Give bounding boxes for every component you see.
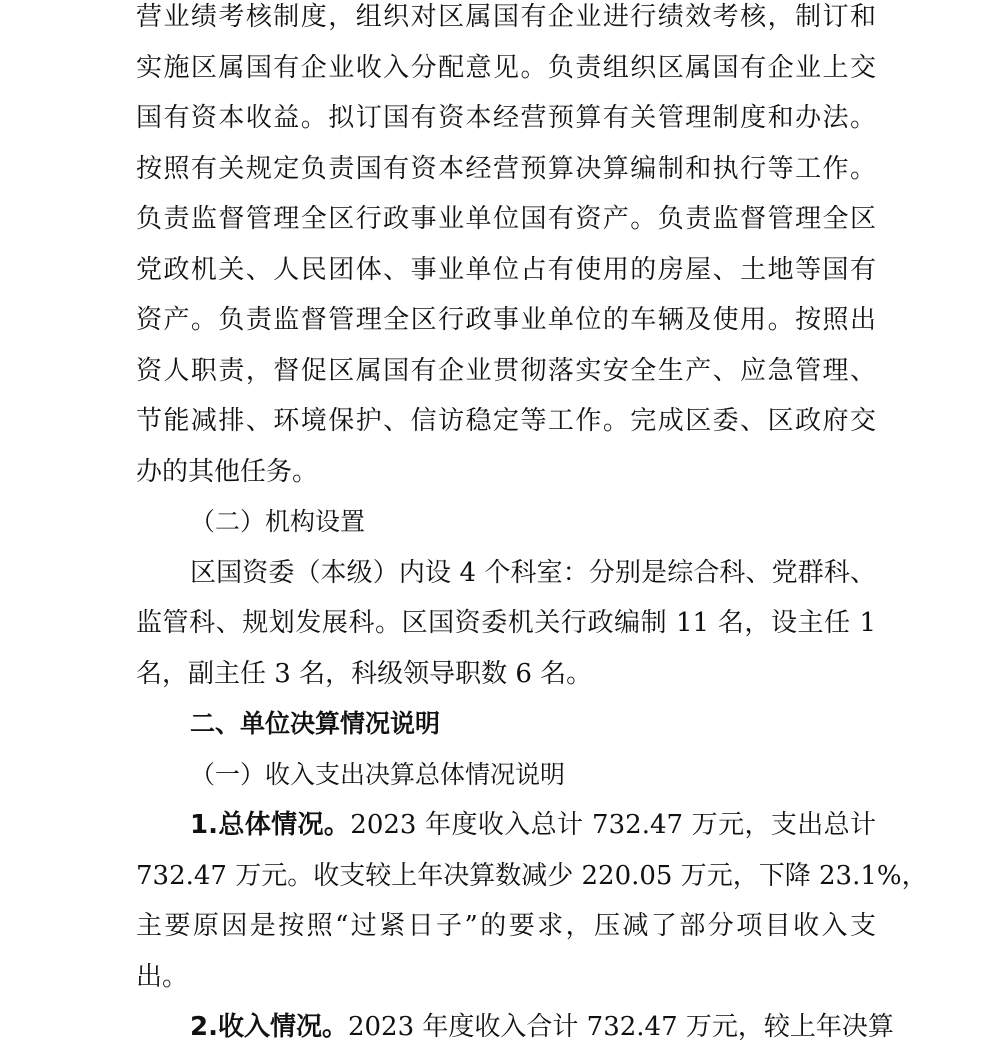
- paragraph-responsibilities: [136, 0, 876, 497]
- subsection-heading: （一）收入支出决算总体情况说明: [190, 759, 566, 789]
- text-line: 出。: [136, 961, 189, 992]
- text-line: 营业绩考核制度，组织对区属国有企业进行绩效考核，制订和: [136, 2, 876, 32]
- section-heading: 二、单位决算情况说明: [190, 709, 441, 738]
- text-line: 名，副主任 3 名，科级领导职数 6 名。: [136, 658, 593, 689]
- text-line: 实施区属国有企业收入分配意见。负责组织区属国有企业上交: [136, 52, 876, 83]
- text-line: 办的其他任务。: [136, 456, 319, 487]
- item-text: 2023 年度收入总计 732.47 万元，支出总计: [350, 810, 876, 840]
- paragraph-institution: [136, 548, 876, 700]
- text-line: [136, 1002, 894, 1053]
- text-line: 资人职责，督促区属国有企业贯彻落实安全生产、应急管理、: [136, 355, 876, 386]
- subheading-institution-setup: （二）机构设置: [190, 507, 366, 536]
- item-lead: 2.收入情况。: [190, 1012, 348, 1042]
- text-line: 监管科、规划发展科。区国资委机关行政编制 11 名，设主任 1: [136, 608, 876, 638]
- text-line: 732.47 万元。收支较上年决算数减少 220.05 万元，下降 23.1%，: [136, 860, 928, 891]
- text-line: 主要原因是按照“过紧日子”的要求，压减了部分项目收入支: [136, 911, 876, 941]
- item-overall-situation: [136, 800, 928, 1002]
- text-line: [136, 800, 876, 851]
- text-line: 资产。负责监督管理全区行政事业单位的车辆及使用。按照出: [136, 305, 876, 335]
- text-line: 节能减排、环境保护、信访稳定等工作。完成区委、区政府交: [136, 406, 876, 436]
- text-line: 按照有关规定负责国有资本经营预算决算编制和执行等工作。: [136, 153, 876, 184]
- item-lead: 1.总体情况。: [190, 810, 351, 840]
- item-text: 2023 年度收入合计 732.47 万元，较上年决算: [347, 1012, 894, 1042]
- document-page: [136, 0, 928, 1053]
- text-line: 国有资本收益。拟订国有资本经营预算有关管理制度和办法。: [136, 103, 876, 133]
- text-line: 负责监督管理全区行政事业单位国有资产。负责监督管理全区: [136, 204, 876, 234]
- text-line: 区国资委（本级）内设 4 个科室：分别是综合科、党群科、: [190, 557, 876, 588]
- text-line: 党政机关、人民团体、事业单位占有使用的房屋、土地等国有: [136, 254, 876, 285]
- item-income-situation: [136, 1002, 894, 1053]
